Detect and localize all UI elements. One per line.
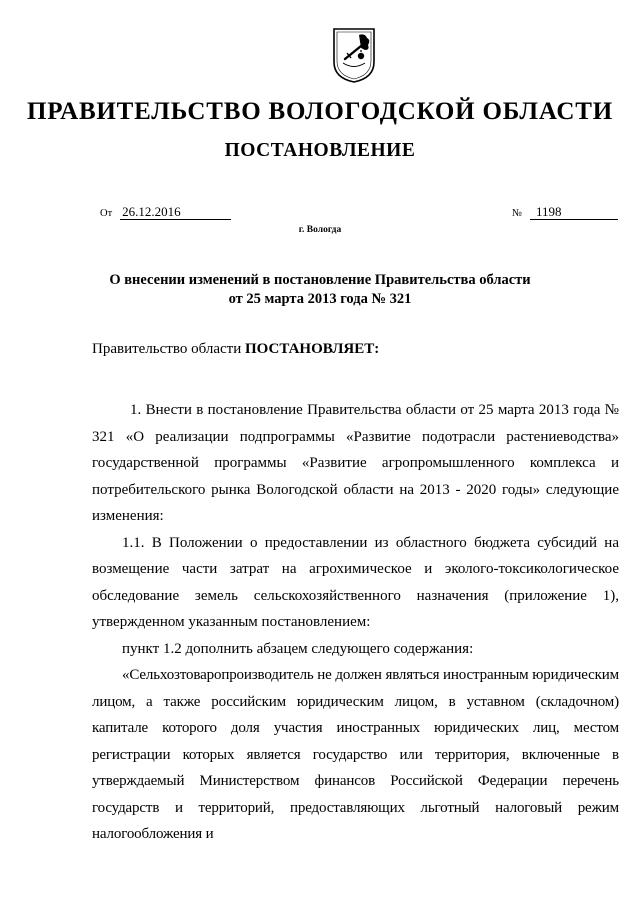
subject-line-1: О внесении изменений в постановление Правительства области — [109, 272, 531, 288]
document-number: 1198 — [530, 205, 618, 220]
decree-statement — [92, 341, 379, 358]
government-title: ПРАВИТЕЛЬСТВО ВОЛОГОДСКОЙ ОБЛАСТИ — [26, 98, 614, 125]
number-prefix: № — [512, 208, 523, 219]
city-label: г. Вологда — [298, 225, 342, 235]
date-prefix: От — [100, 208, 113, 219]
subject-line-2: от 25 марта 2013 года № 321 — [228, 291, 412, 307]
paragraph-1: 1. Внести в постановление Правительства области от 25 марта 2013 года № 321 «О реализации подпрограммы «Развитие подотрасли растениеводства» государственной программы «Развитие агропромышленного комплекса и потребительского рынка Вологодской области на 2013 - 2020 годы» следующие изменения: — [92, 402, 619, 524]
document-body — [92, 397, 619, 848]
decree-lead: Правительство области — [92, 341, 245, 357]
document-date: 26.12.2016 — [120, 205, 231, 220]
decree-verb: ПОСТАНОВЛЯЕТ: — [244, 341, 380, 357]
document-type: ПОСТАНОВЛЕНИЕ — [224, 140, 416, 161]
number-field — [512, 204, 618, 220]
date-field — [100, 204, 231, 220]
paragraph-2: 1.1. В Положении о предоставлении из областного бюджета субсидий на возмещение части затрат на агрохимическое и эколого-токсикологическое обследование земель сельскохозяйственного назначения (приложение 1), утвержденном указанным постановлением: — [92, 534, 619, 630]
subject-heading — [60, 271, 580, 309]
coat-of-arms-icon — [331, 26, 377, 84]
paragraph-3: пункт 1.2 дополнить абзацем следующего содержания: — [122, 640, 474, 657]
paragraph-4: «Сельхозтоваропроизводитель не должен являться иностранным юридическим лицом, а также российским юридическим лицом, в уставном (складочном) капитале которого доля участия иностранных юридических лиц, местом регистрации которых является государство или территория, включенные в утверждаемый Министерством финансов Российской Федерации перечень государств и территорий, предоставляющих льготный налоговый режим налогообложения и — [92, 667, 619, 842]
